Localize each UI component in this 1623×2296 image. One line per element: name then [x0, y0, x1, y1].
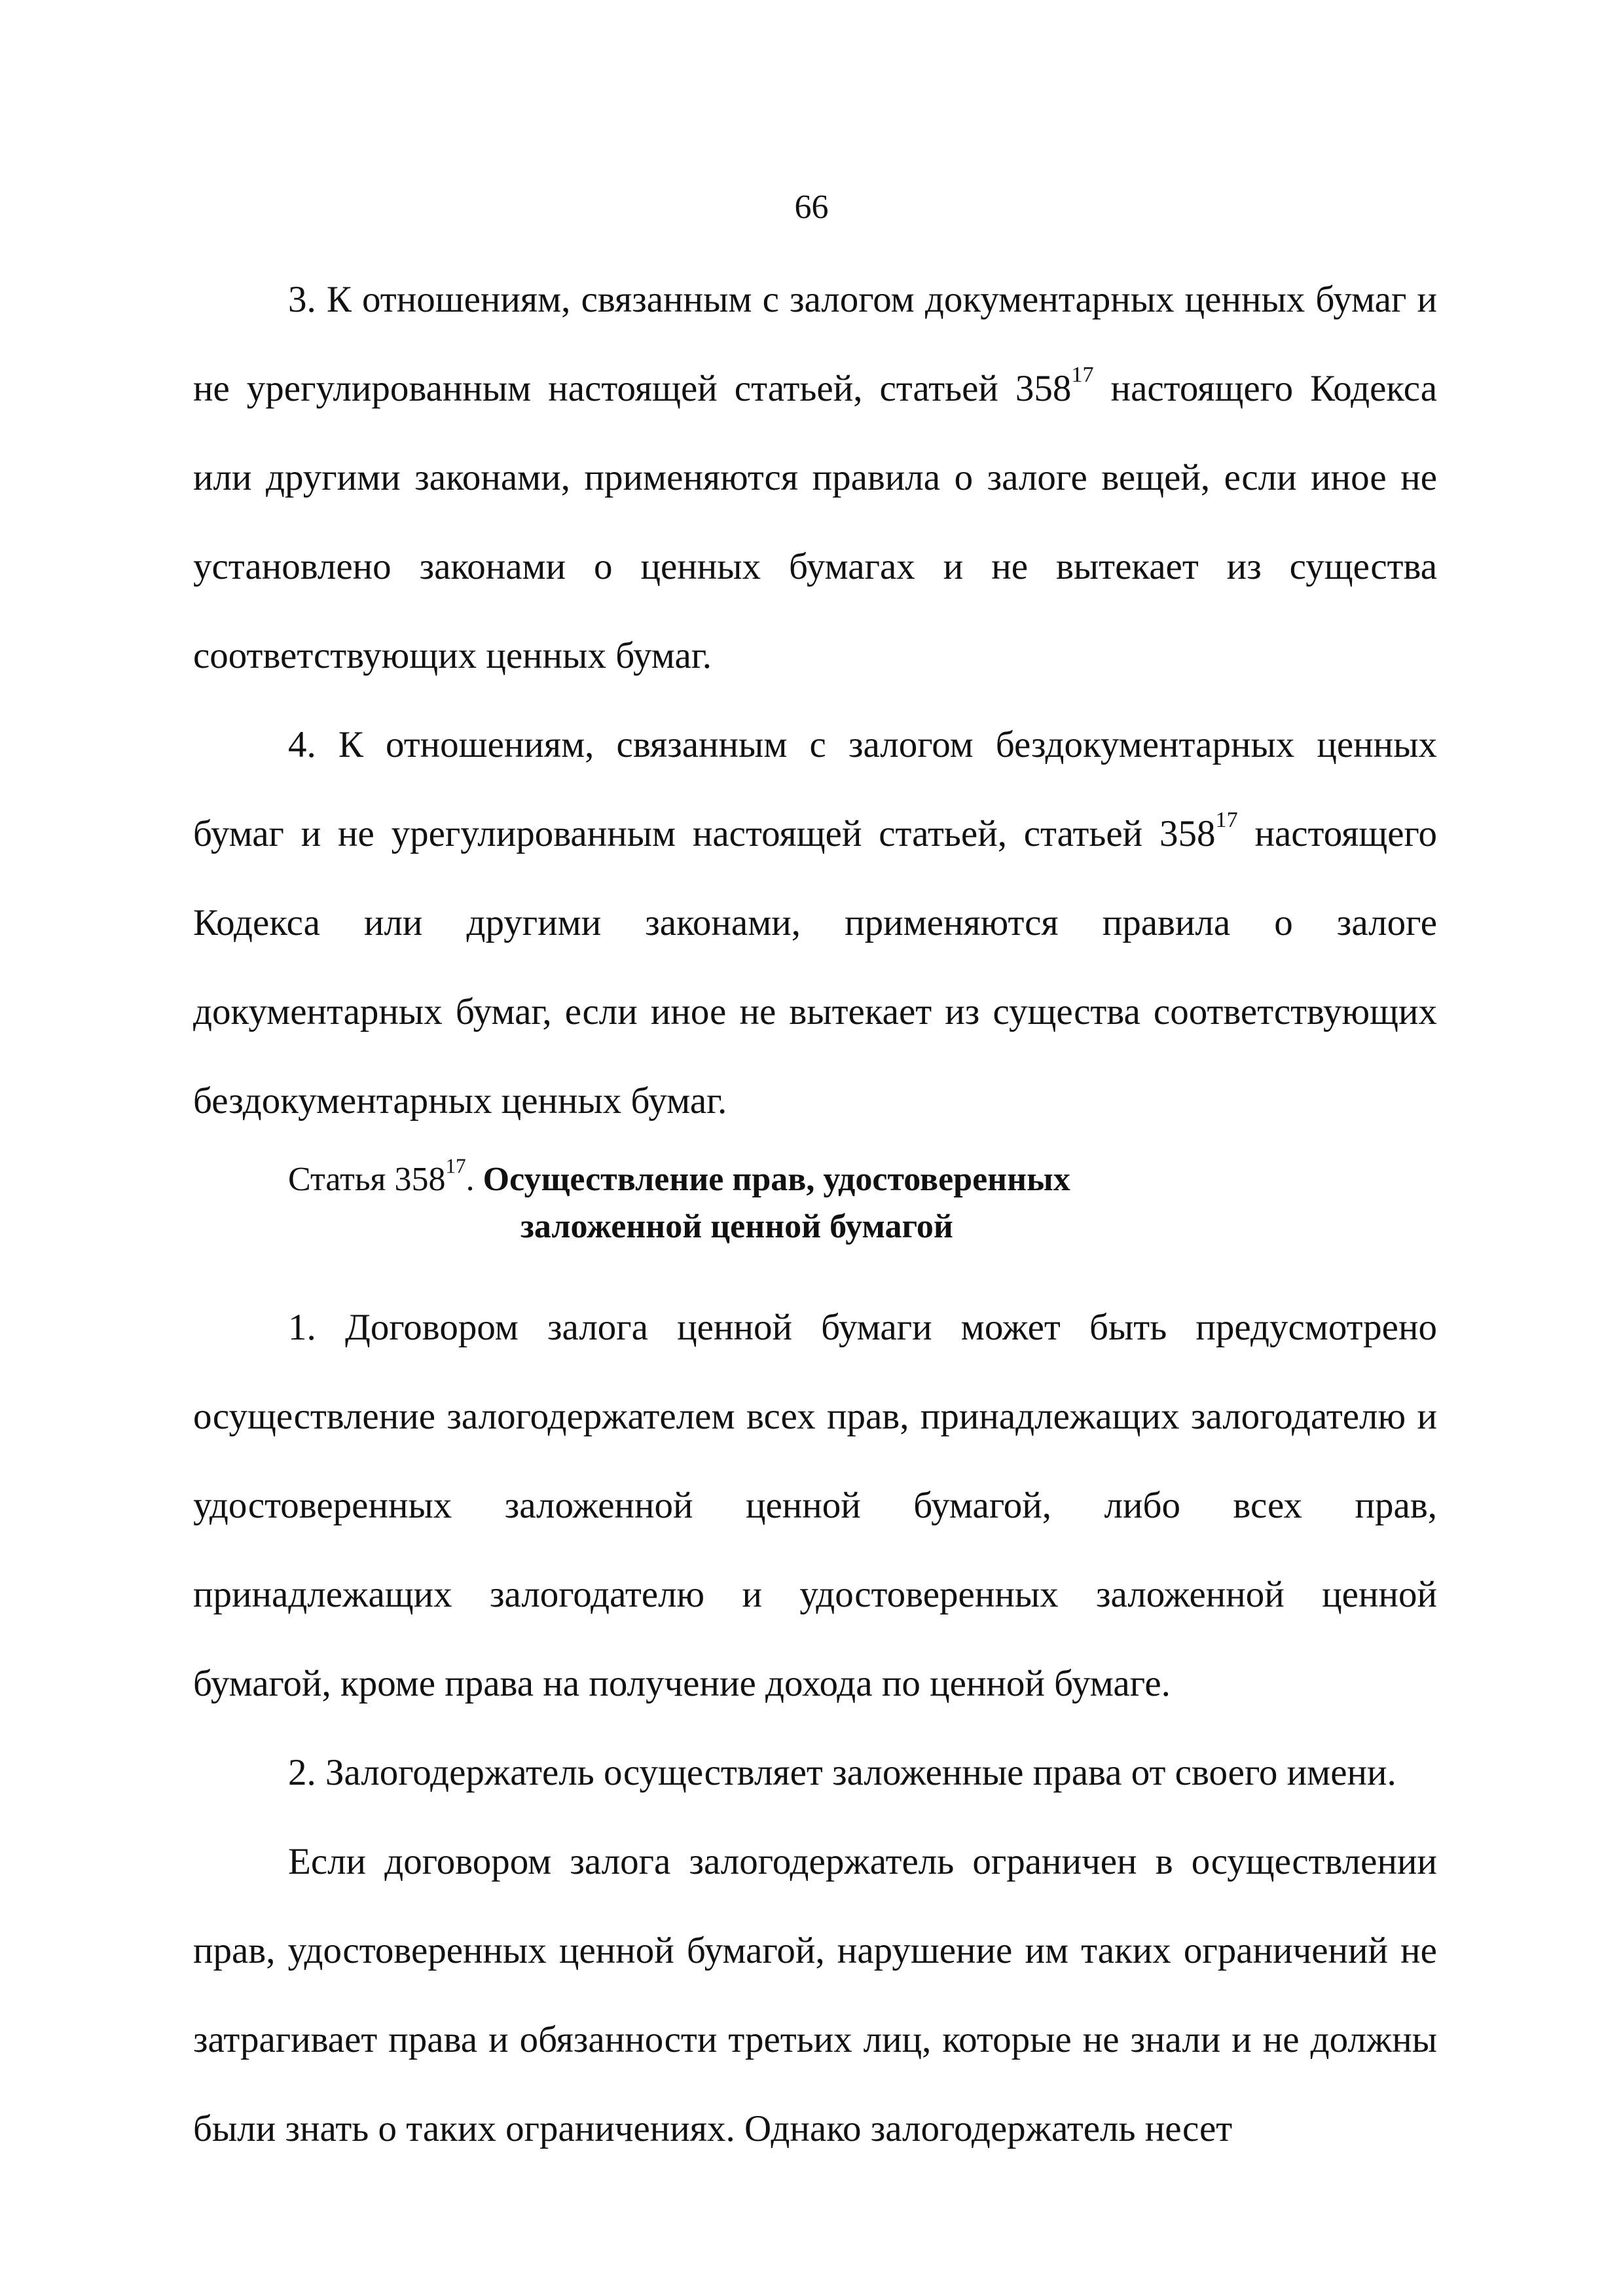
paragraph-1: 1. Договором залога ценной бумаги может быть предусмотрено осуществление залогодержателем всех прав, принадлежащих залогодателю и удостоверенных заложенной ценной бумагой, либо всех прав, принадлежащих залогодателю и удостоверенных заложенной ценной бумагой, кроме права на получение дохода по ценной бумаге.: [193, 1307, 1437, 1704]
paragraph-4: 4. К отношениям, связанным с залогом бездокументарных ценных бумаг и не урегулированным настоящей статьей, статьей $358^{17}$ настоящего Кодекса или другими законами, применяются правила о залоге документарных бумаг, если иное не вытекает из существа соответствующих бездокументарных ценных бумаг.: [193, 724, 1437, 1121]
paragraph-continuation: Если договором залога залогодержатель ограничен в осуществлении прав, удостоверенных ценной бумагой, нарушение им таких ограничений не затрагивает права и обязанности третьих лиц, которые не знали и не должны были знать о таких ограничениях. Однако залогодержатель несет: [193, 1841, 1437, 2149]
article-title-line-1: Осуществление прав, удостоверенных: [474, 1161, 1070, 1198]
page-number: 66: [794, 189, 829, 226]
article-number: Статья $358^{17}$.: [288, 1154, 475, 1198]
text-block-lower: [193, 1283, 1437, 2174]
text-block-upper: [193, 255, 1437, 1146]
article-title-line-2: заложенной ценной бумагой: [520, 1208, 953, 1245]
paragraph-3: 3. К отношениям, связанным с залогом документарных ценных бумаг и не урегулированным настоящей статьей, статьей $358^{17}$ настоящего Кодекса или другими законами, применяются правила о залоге вещей, если иное не установлено законами о ценных бумагах и не вытекает из существа соответствующих ценных бумаг.: [193, 279, 1437, 676]
article-heading: [288, 1156, 1336, 1250]
paragraph-2: 2. Залогодержатель осуществляет заложенные права от своего имени.: [288, 1752, 1396, 1793]
